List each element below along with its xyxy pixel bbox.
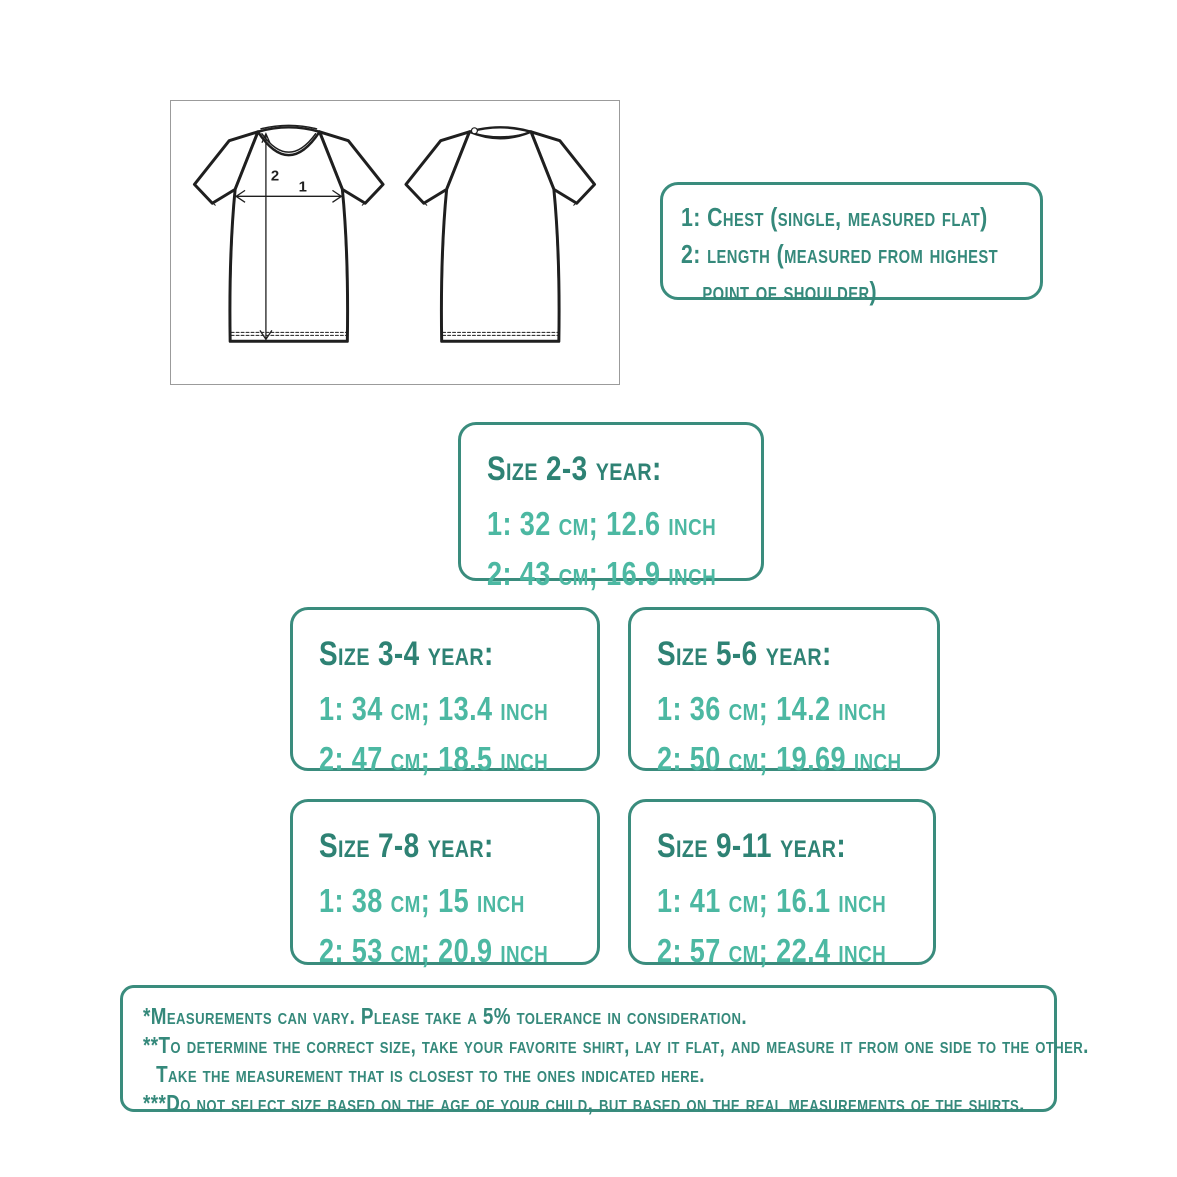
- legend-line-length-cont: point of shoulder): [702, 276, 878, 306]
- size-title: Size 9-11 year:: [657, 827, 847, 865]
- footnote-how-to-measure-cont: Take the measurement that is closest to the ones indicated here.: [156, 1061, 705, 1087]
- size-chest-value: 1: 36 cm; 14.2 inch: [657, 690, 887, 727]
- size-box-9-11-year: [628, 799, 936, 969]
- tshirt-diagram-image: [170, 100, 620, 385]
- legend-line-length: 2: length (measured from highest: [681, 239, 999, 269]
- legend-box: [660, 182, 1043, 306]
- size-chest-value: 1: 34 cm; 13.4 inch: [319, 690, 549, 727]
- size-length-value: 2: 53 cm; 20.9 inch: [319, 932, 549, 969]
- size-box-3-4-year: [290, 607, 600, 777]
- size-title: Size 7-8 year:: [319, 827, 494, 865]
- legend-line-chest: 1: Chest (single, measured flat): [681, 202, 988, 232]
- size-length-value: 2: 47 cm; 18.5 inch: [319, 740, 549, 777]
- size-title: Size 2-3 year:: [487, 450, 662, 488]
- size-box-5-6-year: [628, 607, 940, 777]
- footnotes-box: [120, 985, 1089, 1116]
- size-length-value: 2: 43 cm; 16.9 inch: [487, 555, 717, 592]
- chest-measure-label: 1: [298, 179, 307, 196]
- footnote-how-to-measure: **To determine the correct size, take your favorite shirt, lay it flat, and measure it from one side to the other.: [143, 1032, 1089, 1058]
- tshirt-front-back-drawing: [171, 101, 619, 384]
- size-chest-value: 1: 41 cm; 16.1 inch: [657, 882, 887, 919]
- size-title: Size 5-6 year:: [657, 635, 832, 673]
- size-length-value: 2: 50 cm; 19.69 inch: [657, 740, 902, 777]
- length-measure-label: 2: [270, 168, 280, 185]
- size-title: Size 3-4 year:: [319, 635, 494, 673]
- footnote-age-warning: ***Do not select size based on the age of your child, but based on the real measurements of the shirts.: [143, 1090, 1025, 1116]
- size-chest-value: 1: 32 cm; 12.6 inch: [487, 505, 717, 542]
- size-chest-value: 1: 38 cm; 15 inch: [319, 882, 525, 919]
- size-length-value: 2: 57 cm; 22.4 inch: [657, 932, 887, 969]
- footnote-tolerance: *Measurements can vary. Please take a 5% tolerance in consideration.: [143, 1003, 747, 1029]
- size-box-2-3-year: [458, 422, 764, 592]
- size-box-7-8-year: [290, 799, 600, 969]
